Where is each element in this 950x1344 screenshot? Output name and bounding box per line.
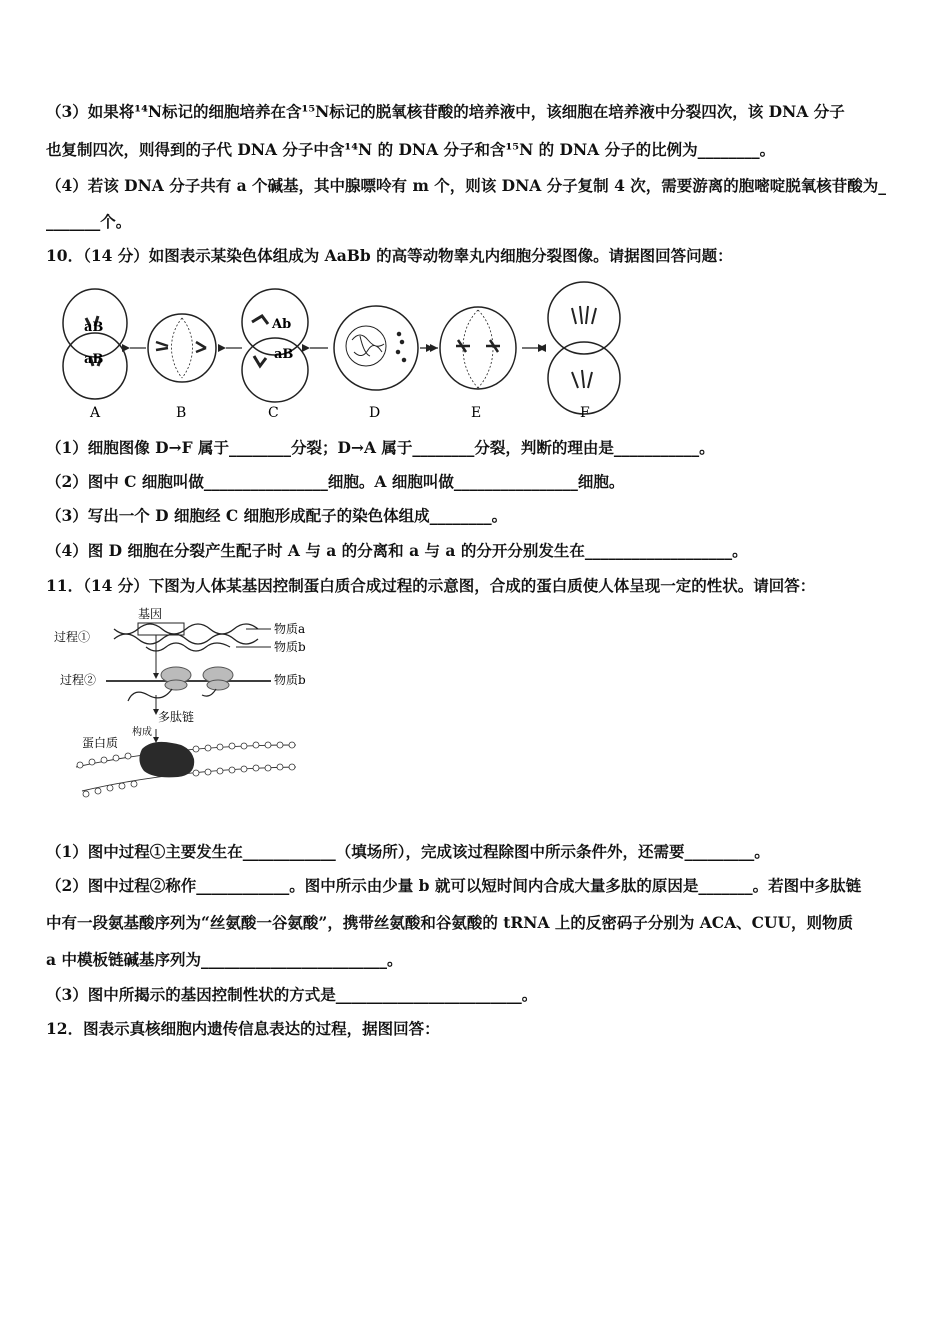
figure-label-d: D (369, 405, 381, 421)
fig-label-substance-b1: 物质b (274, 640, 306, 654)
q10-stem: 10．（14 分）如图表示某染色体组成为 AaBb 的高等动物睾丸内细胞分裂图像。请据图回答问题： (46, 246, 733, 265)
q11-part2-line3: a 中模板链碱基序列为________________________。 (46, 950, 403, 969)
q11-stem: 11．（14 分）下图为人体某基因控制蛋白质合成过程的示意图，合成的蛋白质使人体呈现一定的性状。请回答： (46, 576, 816, 595)
cell-a (63, 289, 127, 399)
q10-part2: （2）图中 C 细胞叫做________________细胞。A 细胞叫做________________细胞。 (46, 472, 625, 491)
cell-d (334, 306, 418, 390)
q11-part1: （1）图中过程①主要发生在____________（填场所），完成该过程除图中所示条件外，还需要_________。 (46, 842, 770, 861)
dna-helix (114, 623, 258, 644)
q11-part2-line1: （2）图中过程②称作____________。图中所示由少量 b 就可以短时间内合成大量多肽的原因是_______。若图中多肽链 (46, 876, 862, 895)
fig-label-compose: 构成 (132, 727, 152, 738)
q9-part4-line1: （4）若该 DNA 分子共有 a 个碱基，其中腺嘌呤有 m 个，则该 DNA 分子复制 4 次，需要游离的胞嘧啶脱氧核苷酸为_ (46, 176, 887, 195)
fig-label-protein: 蛋白质 (82, 736, 119, 750)
q9-part4-line2: _______个。 (46, 212, 132, 231)
cell-a-genes-top: aB (84, 320, 104, 335)
cell-c-genes-bottom: aB (274, 347, 294, 362)
figure-label-f: F (580, 405, 590, 421)
fig-label-substance-b2: 物质b (274, 673, 306, 687)
fig-label-gene: 基因 (138, 607, 163, 621)
cell-b (148, 314, 216, 382)
q11-part3: （3）图中所揭示的基因控制性状的方式是________________________。 (46, 985, 538, 1004)
q9-part3-line1: （3）如果将¹⁴N标记的细胞培养在含¹⁵N标记的脱氧核苷酸的培养液中，该细胞在培养液中分裂四次，该 DNA 分子 (46, 102, 845, 121)
membrane-protein (139, 742, 194, 778)
figure-label-b: B (176, 405, 187, 421)
cell-division-figure (46, 280, 636, 425)
arrow-b-to-a (122, 344, 130, 352)
arrow-d-to-c (302, 344, 310, 352)
figure-label-e: E (471, 405, 482, 421)
ribosomes (161, 667, 233, 690)
q12-stem: 12．图表示真核细胞内遗传信息表达的过程，据图回答： (46, 1019, 440, 1038)
cell-f (548, 282, 620, 414)
q10-part4: （4）图 D 细胞在分裂产生配子时 A 与 a 的分离和 a 与 a 的分开分别发生在___________________。 (46, 541, 748, 560)
q11-part2-line2: 中有一段氨基酸序列为“丝氨酸一谷氨酸”，携带丝氨酸和谷氨酸的 tRNA 上的反密码子分别为 ACA、CUU，则物质 (46, 913, 854, 932)
fig-label-process1: 过程① (54, 630, 91, 644)
figure-label-c: C (268, 405, 279, 421)
fig-label-substance-a: 物质a (274, 622, 306, 636)
figure-label-a: A (90, 405, 101, 421)
q10-part3: （3）写出一个 D 细胞经 C 细胞形成配子的染色体组成________。 (46, 506, 508, 525)
cell-c (242, 289, 308, 402)
cell-c-genes-top: Ab (272, 317, 292, 332)
fig-label-process2: 过程② (60, 673, 97, 687)
gene-expression-figure (46, 605, 316, 805)
q10-part1: （1）细胞图像 D→F 属于________分裂；D→A 属于________分裂，判断的理由是___________。 (46, 438, 715, 457)
arrow-c-to-b (218, 344, 226, 352)
q9-part3-line2: 也复制四次，则得到的子代 DNA 分子中含¹⁴N 的 DNA 分子和含¹⁵N 的 DNA 分子的比例为________。 (46, 140, 776, 159)
cell-e (440, 307, 516, 389)
fig-label-polypeptide: 多肽链 (158, 710, 195, 724)
cell-a-genes-bottom: aB (84, 352, 104, 367)
